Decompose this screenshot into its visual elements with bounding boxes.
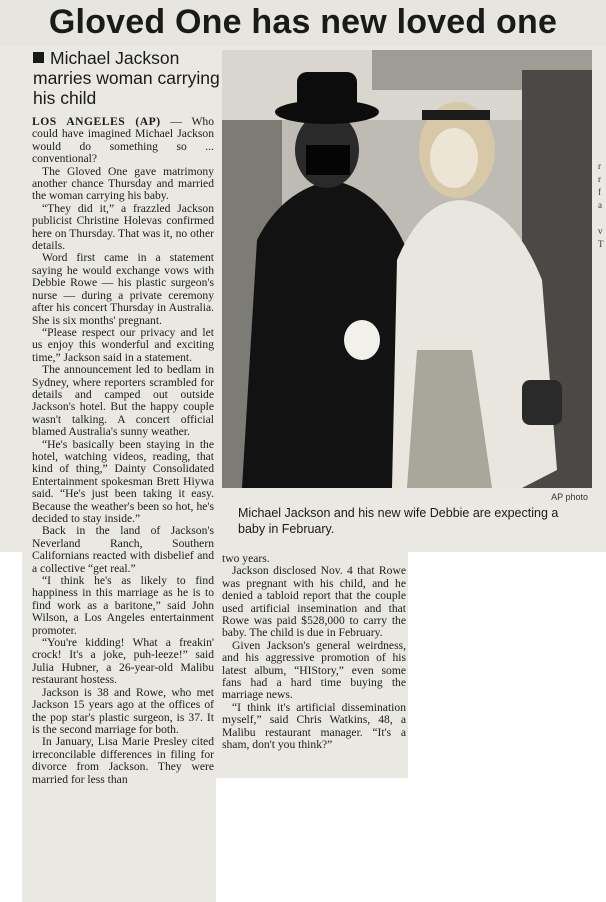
lead-paragraph: [32, 116, 214, 166]
adjacent-column-fragment: r r f a v T: [598, 161, 604, 249]
news-photo: [222, 50, 592, 488]
article-paragraph: “They did it,” a frazzled Jackson publicist Christine Holevas confirmed here on Thursday. That was it, no other details.: [32, 201, 214, 253]
article-paragraph: The Gloved One gave matrimony another chance Thursday and married the woman carrying his baby.: [32, 164, 214, 203]
article-paragraph: Given Jackson's general weirdness, and his aggressive promotion of his latest album, “HIStory,” even some fans had a hard time buying the marriage news.: [222, 638, 406, 702]
article-paragraph: two years.: [222, 552, 270, 565]
article-column-2: [222, 553, 406, 752]
article-paragraph: “He's basically been staying in the hotel, watching videos, reading, that kind of thing,” Dainty Consolidated Entertainment spokesman Brett Hiywa said. “He's just been taking it easy. Because the weather's been so hot, he's decided to stay inside.”: [32, 437, 214, 525]
lead-text: — Who could have imagined Michael Jackson would do something so ... conventional?: [32, 115, 214, 166]
photo-caption: Michael Jackson and his new wife Debbie are expecting a baby in February.: [238, 506, 559, 536]
article-paragraph: Jackson disclosed Nov. 4 that Rowe was pregnant with his child, and he denied a tabloid report that the couple used artificial insemination and that Rowe was paid $528,000 to carry the baby. The child is due in February.: [222, 564, 406, 640]
bullet-square-icon: [33, 52, 44, 63]
article-paragraph: “Please respect our privacy and let us enjoy this wonderful and exciting time,” Jackson said in a statement.: [32, 325, 214, 364]
photo-credit: AP photo: [551, 492, 588, 502]
headline: Gloved One has new loved one: [0, 0, 606, 46]
article-paragraph: In January, Lisa Marie Presley cited irreconcilable differences in filing for divorce from Jackson. They were married for less than: [32, 735, 214, 786]
subhead: [33, 48, 223, 108]
article-paragraph: Jackson is 38 and Rowe, who met Jackson 15 years ago at the offices of the pop star's plastic surgeon, is 37. It is the second marriage for both.: [32, 685, 214, 736]
photo-illustration: [222, 50, 592, 488]
subhead-text: Michael Jackson marries woman carrying his child: [33, 48, 220, 108]
article-paragraph: The announcement led to bedlam in Sydney, where reporters scrambled for details and camped out outside Jackson's hotel. But the happy couple wasn't talking. A concert official blamed Australia's sunny weather.: [32, 363, 214, 439]
article-paragraph: “You're kidding! What a freakin' crock! It's a joke, puh-leeze!” said Julia Hubner, a 26-year-old Malibu restaurant hostess.: [32, 636, 214, 687]
article-paragraph: “I think he's as likely to find happiness in this marriage as he is to find work as a baritone,” said John Wilson, a Los Angeles entertainment promoter.: [32, 574, 214, 637]
dateline: LOS ANGELES (AP): [32, 115, 161, 128]
article-paragraph: “I think it's artificial dissemination myself,” said Chris Watkins, 48, a Malibu restaurant manager. “It's a sham, don't you think?”: [222, 700, 406, 752]
article-column-1: [32, 116, 214, 786]
article-paragraph: Word first came in a statement saying he would exchange vows with Debbie Rowe — his plastic surgeon's nurse — during a private ceremony after his concert Thursday in Australia. She is six months' pregnant.: [32, 251, 214, 327]
article-paragraph: Back in the land of Jackson's Neverland Ranch, Southern Californians reacted with disbelief and a collective “get real.”: [32, 524, 214, 575]
